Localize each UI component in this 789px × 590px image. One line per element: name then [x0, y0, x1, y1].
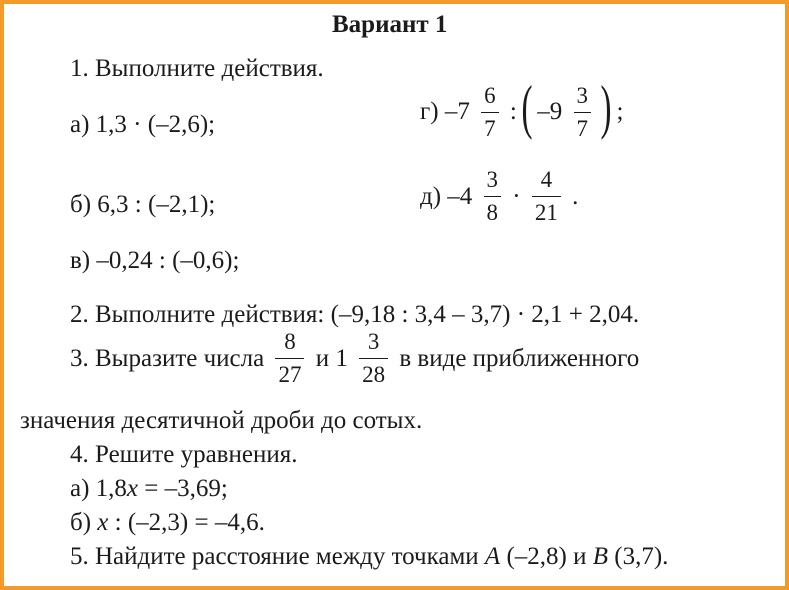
- fraction-denominator: 21: [534, 200, 558, 225]
- task1-heading: 1. Выполните действия.: [70, 55, 324, 82]
- fraction-denominator: 27: [278, 362, 302, 387]
- task3-line1: [70, 330, 639, 400]
- task3-line2: значения десятичной дроби до сотых.: [20, 407, 423, 434]
- right-paren-icon: ): [600, 74, 612, 140]
- task4-b-suffix: : (–2,3) = –4,6.: [108, 509, 265, 536]
- task4-heading: 4. Решите уравнения.: [70, 441, 298, 468]
- task1-d-suffix: .: [572, 182, 579, 210]
- task1-g-operator: :: [509, 98, 517, 125]
- fraction-numerator: 3: [574, 84, 592, 113]
- task3-fraction-1: [275, 330, 304, 387]
- task1-g-prefix: г) –7: [420, 98, 470, 125]
- task3-suffix: в виде приближенного: [399, 344, 640, 372]
- task4-a-prefix: а) 1,8: [70, 475, 127, 502]
- fraction-numerator: 3: [484, 168, 502, 197]
- fraction-numerator: 4: [532, 168, 561, 197]
- task5-coords-a: (–2,8) и: [500, 543, 593, 570]
- fraction-denominator: 7: [484, 115, 496, 141]
- task1-g-inner-prefix: –9: [537, 98, 563, 125]
- variable-x: x: [126, 475, 139, 502]
- task2-line: 2. Выполните действия: (–9,18 : 3,4 – 3,7) · 2,1 + 2,04.: [70, 301, 640, 328]
- task1-g-fraction-2: [574, 84, 592, 141]
- fraction-numerator: 8: [275, 330, 304, 359]
- task1-b: б) 6,3 : (–2,1);: [70, 191, 216, 218]
- task4-b-prefix: б): [70, 509, 98, 536]
- task3-and: и 1: [315, 344, 348, 372]
- task1-d-fraction-2: [532, 168, 561, 225]
- task3-prefix: 3. Выразите числа: [70, 344, 265, 372]
- fraction-numerator: 3: [359, 330, 388, 359]
- left-paren-icon: (: [521, 74, 533, 140]
- fraction-denominator: 8: [486, 200, 499, 225]
- variant-title: Вариант 1: [332, 11, 448, 38]
- task5-prefix: 5. Найдите расстояние между точками: [70, 543, 485, 570]
- point-b: B: [592, 543, 608, 570]
- variable-x: x: [97, 509, 109, 536]
- task1-d: [420, 168, 578, 248]
- task1-d-fraction-1: [484, 168, 502, 225]
- task1-a: а) 1,3 · (–2,6);: [70, 111, 216, 138]
- fraction-numerator: 6: [481, 84, 499, 113]
- task1-g-fraction-1: [481, 84, 499, 141]
- task4-b: [70, 508, 265, 538]
- task1-d-prefix: д) –4: [420, 182, 473, 210]
- task5-line: [70, 542, 668, 572]
- task1-v: в) –0,24 : (–0,6);: [70, 247, 240, 274]
- task1-g-suffix: ;: [616, 98, 624, 125]
- point-a: A: [484, 543, 501, 570]
- fraction-denominator: 28: [362, 362, 386, 387]
- task3-fraction-2: [359, 330, 388, 387]
- task5-coords-b: (3,7).: [608, 543, 669, 570]
- fraction-denominator: 7: [576, 115, 589, 141]
- task1-g: [420, 74, 624, 162]
- task1-d-operator: ·: [512, 182, 521, 210]
- task4-a-suffix: = –3,69;: [138, 475, 228, 502]
- task4-a: [70, 474, 228, 504]
